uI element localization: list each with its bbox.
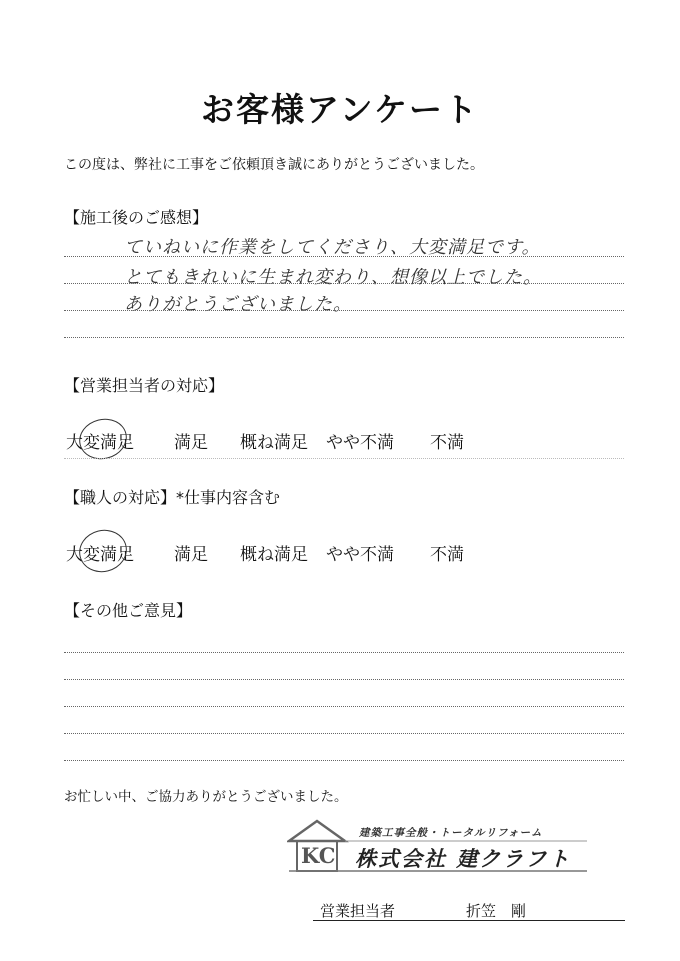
craftsman-option-dissatisfied[interactable]: 不満 — [430, 545, 464, 565]
company-logo — [287, 815, 607, 875]
intro-text: この度は、弊社に工事をご依頼頂き誠にありがとうございました。 — [64, 157, 484, 173]
answer-line — [64, 706, 624, 707]
answer-line — [64, 283, 624, 284]
impression-line-3: ありがとうございました。 — [124, 294, 352, 315]
sales-option-mostly-satisfied[interactable]: 概ね満足 — [240, 433, 308, 453]
craftsman-option-somewhat-dissatisfied[interactable]: やや不満 — [326, 545, 394, 565]
sales-response-heading: 【営業担当者の対応】 — [64, 376, 225, 395]
craftsman-option-very-satisfied[interactable]: 大変満足 — [66, 545, 134, 565]
closing-text: お忙しい中、ご協力ありがとうございました。 — [64, 789, 348, 805]
logo-tagline: 建築工事全般・トータルリフォーム — [359, 827, 543, 839]
craftsman-option-mostly-satisfied[interactable]: 概ね満足 — [240, 545, 308, 565]
craftsman-option-satisfied[interactable]: 満足 — [174, 545, 208, 565]
answer-line — [64, 733, 624, 734]
impression-line-1: ていねいに作業をしてくださり、大変満足です。 — [124, 237, 541, 258]
impression-line-2: とてもきれいに生まれ変わり、想像以上でした。 — [124, 267, 542, 288]
answer-line — [64, 337, 624, 338]
signature-line — [313, 920, 625, 921]
answer-line — [64, 310, 624, 311]
selected-circle-mark — [75, 525, 132, 577]
sales-option-satisfied[interactable]: 満足 — [174, 433, 208, 453]
answer-line — [64, 652, 624, 653]
answer-line — [64, 679, 624, 680]
divider — [64, 458, 624, 459]
other-opinions-heading: 【その他ご意見】 — [64, 601, 193, 620]
impressions-heading: 【施工後のご感想】 — [64, 208, 209, 227]
page-title: お客様アンケート — [200, 90, 480, 129]
selected-circle-mark — [75, 414, 131, 464]
craftsman-heading-note: *仕事内容含む — [176, 488, 281, 507]
staff-label: 営業担当者 — [320, 902, 396, 920]
sales-option-very-satisfied[interactable]: 大変満足 — [66, 433, 134, 453]
sales-option-dissatisfied[interactable]: 不満 — [430, 433, 464, 453]
staff-name: 折笠 剛 — [466, 902, 527, 920]
logo-company-name: 株式会社 建クラフト — [355, 847, 572, 871]
craftsman-response-heading — [64, 485, 280, 508]
answer-line — [64, 760, 624, 761]
craftsman-heading-label: 【職人の対応】 — [64, 488, 177, 507]
logo-mark: KC — [301, 843, 336, 868]
sales-option-somewhat-dissatisfied[interactable]: やや不満 — [326, 433, 394, 453]
answer-line — [64, 256, 624, 257]
